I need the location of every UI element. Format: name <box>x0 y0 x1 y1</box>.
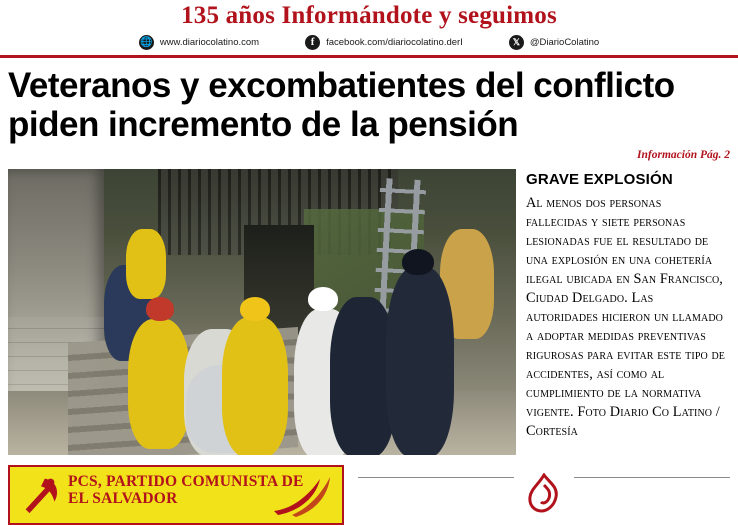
photo-rescuer-1-helmet <box>146 297 174 321</box>
photo-police-officer-2 <box>386 267 454 455</box>
red-swoosh-icon <box>272 471 336 517</box>
masthead-tagline: 135 años Informándote y seguimos <box>181 2 557 29</box>
social-link-x[interactable] <box>509 35 599 50</box>
hammer-and-sickle-icon <box>18 471 64 517</box>
advertisement-banner[interactable] <box>8 465 344 525</box>
footer-divider-area <box>358 465 730 525</box>
advertisement-line-2: EL SALVADOR <box>68 490 178 508</box>
headline-line-2: piden incremento de la pensión <box>8 105 519 145</box>
facebook-icon: f <box>305 35 320 50</box>
headline-page-reference: Información Pág. 2 <box>637 148 730 161</box>
colatino-flame-logo <box>514 473 574 513</box>
social-links-strip <box>0 29 738 55</box>
page-title <box>8 66 728 144</box>
main-content-row <box>0 161 738 455</box>
advertisement-line-1: PCS, PARTIDO COMUNISTA DE <box>68 472 304 490</box>
photo-rescuer-1 <box>128 319 190 449</box>
story-column <box>526 169 726 441</box>
photo-person-background-2 <box>126 229 166 299</box>
rescue-scene-photo <box>8 169 516 455</box>
photo-paramedic-helmet <box>308 287 338 311</box>
social-link-website[interactable] <box>139 35 259 50</box>
social-link-facebook-label: facebook.com/diariocolatino.derI <box>326 37 463 49</box>
headline-block <box>0 58 738 144</box>
story-body: Al menos dos personas fallecidas y siete personas lesionadas fue el resultado de una explosión en una cohetería ilegal ubicada en San Francisco, Ciudad Delgado. Las autoridades hicieron un llamado a adoptar medidas preventivas rigurosas para evitar este tipo de accidentes, así como al cumplimiento de la normativa vigente. Foto Diario Co Latino / Cortesía <box>526 194 726 439</box>
photo-rescuer-3-helmet <box>240 297 270 321</box>
globe-icon: 🌐 <box>139 35 154 50</box>
social-link-website-label: www.diariocolatino.com <box>159 37 260 49</box>
social-link-x-label: @DiarioColatino <box>529 37 600 49</box>
photo-police-officer-2-cap <box>402 249 434 275</box>
advertisement-text <box>68 473 304 509</box>
photo-rescuer-3 <box>222 317 288 455</box>
x-twitter-icon: 𝕏 <box>509 35 524 50</box>
story-title: GRAVE EXPLOSIÓN <box>526 170 673 188</box>
social-link-facebook[interactable] <box>305 35 463 50</box>
bottom-strip <box>0 455 738 525</box>
headline-line-1: Veteranos y excombatientes del conflicto <box>8 66 675 106</box>
